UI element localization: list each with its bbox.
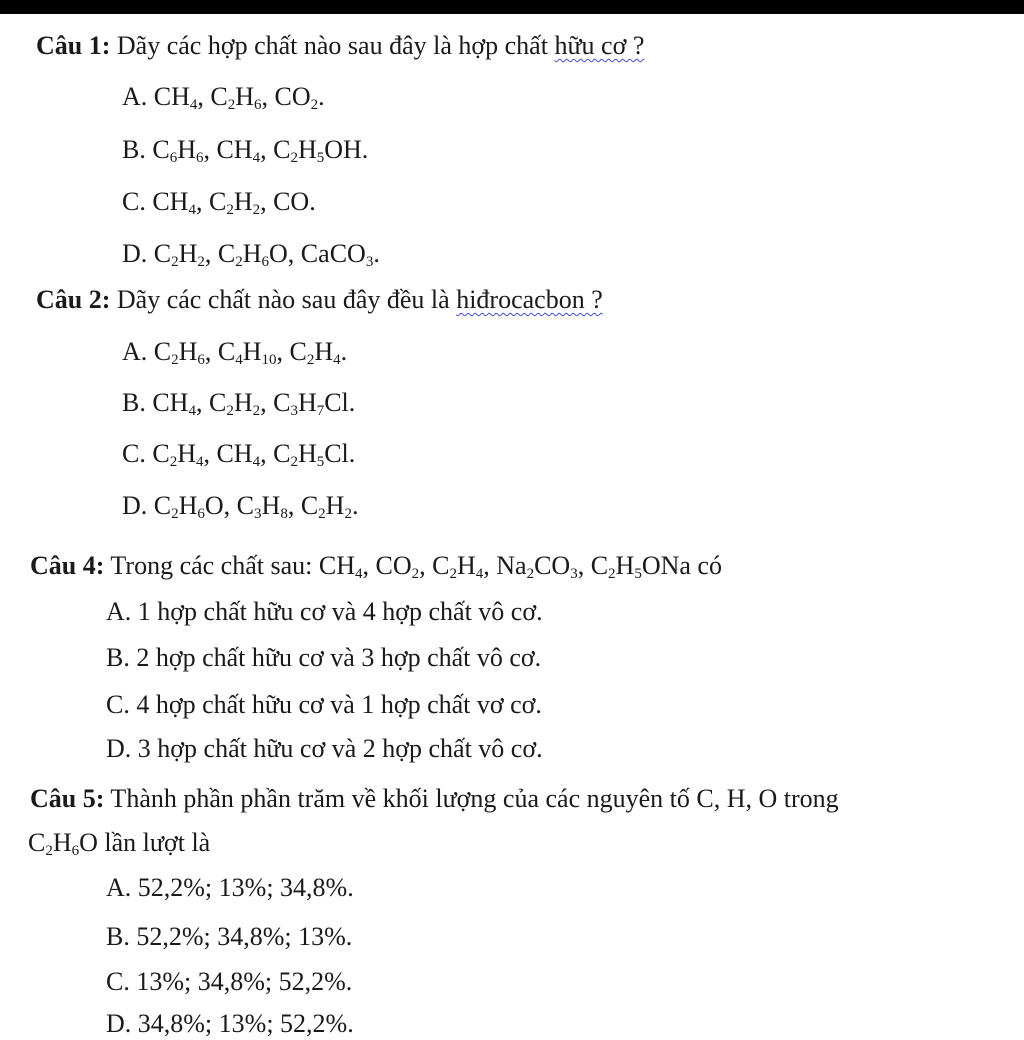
question-4-option-c: C. 4 hợp chất hữu cơ và 1 hợp chất vơ cơ. bbox=[106, 690, 542, 719]
question-4-option-a: A. 1 hợp chất hữu cơ và 4 hợp chất vô cơ. bbox=[106, 597, 543, 626]
question-5-option-d: D. 34,8%; 13%; 52,2%. bbox=[106, 1009, 354, 1038]
question-5-continuation: $C_2H_6O$ lần lượt là bbox=[28, 828, 211, 859]
question-2-text: Dãy các chất nào sau đây đều là bbox=[110, 285, 457, 314]
question-4-option-d: D. 3 hợp chất hữu cơ và 2 hợp chất vô cơ. bbox=[106, 734, 543, 763]
question-5-label: Câu 5: bbox=[30, 784, 105, 813]
question-1-option-a: A. $CH_4$, $C_2H_6$, $CO_2$. bbox=[122, 82, 325, 113]
question-2-label: Câu 2: bbox=[36, 285, 111, 314]
question-4-label: Câu 4: bbox=[30, 551, 105, 580]
question-5-text: Thành phần phần trăm về khối lượng của các nguyên tố C, H, O trong bbox=[104, 784, 839, 813]
question-5-option-a: A. 52,2%; 13%; 34,8%. bbox=[106, 873, 354, 902]
question-2-option-c: C. $C_2H_4$, $CH_4$, $C_2H_5Cl$. bbox=[122, 439, 356, 470]
question-2-option-d: D. $C_2H_6O$, $C_3H_8$, $C_2H_2$. bbox=[122, 491, 359, 522]
question-5-option-d-cutoff bbox=[106, 1008, 354, 1038]
question-2 bbox=[36, 284, 603, 316]
question-5-option-b: B. 52,2%; 34,8%; 13%. bbox=[106, 922, 353, 951]
question-1-option-b: B. $C_6H_6$, $CH_4$, $C_2H_5OH$. bbox=[122, 135, 369, 166]
question-1 bbox=[36, 30, 644, 62]
question-5 bbox=[30, 783, 839, 815]
question-5-option-c: C. 13%; 34,8%; 52,2%. bbox=[106, 967, 353, 996]
question-1-option-d: D. $C_2H_2$, $C_2H_6O$, CaCO$_3$. bbox=[122, 239, 380, 270]
question-1-text: Dãy các hợp chất nào sau đây là hợp chất bbox=[110, 31, 555, 60]
question-2-underlined-term: hiđrocacbon ? bbox=[456, 285, 603, 314]
question-4-text: Trong các chất sau: $CH_4$, $CO_2$, $C_2H_4$, $Na_2CO_3$, $C_2H_5ONa$ có bbox=[104, 551, 722, 582]
question-1-label: Câu 1: bbox=[36, 31, 111, 60]
question-2-option-a: A. $C_2H_6$, $C_4H_{10}$, $C_2H_4$. bbox=[122, 337, 348, 368]
question-1-underlined-term: hữu cơ ? bbox=[554, 31, 645, 60]
question-2-option-b: B. $CH_4$, $C_2H_2$, $C_3H_7Cl$. bbox=[122, 388, 356, 419]
question-4 bbox=[30, 550, 722, 582]
question-1-option-c: C. $CH_4$, $C_2H_2$, CO. bbox=[122, 187, 316, 218]
question-4-option-b: B. 2 hợp chất hữu cơ và 3 hợp chất vô cơ. bbox=[106, 643, 542, 672]
